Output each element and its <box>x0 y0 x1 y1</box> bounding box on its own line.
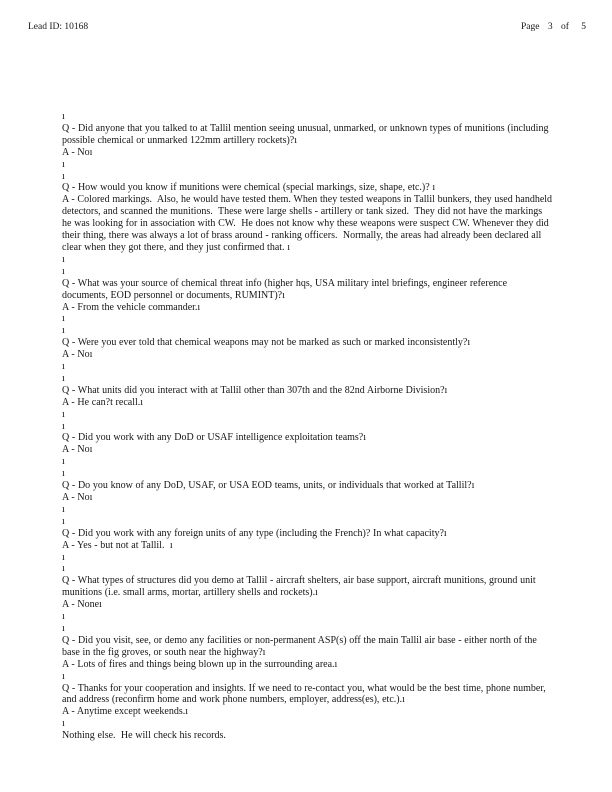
paragraph: ı <box>62 408 65 420</box>
paragraph: ı <box>62 551 65 563</box>
page-indicator <box>521 22 586 32</box>
paragraph: ı <box>62 170 65 182</box>
paragraph: Q - Do you know of any DoD, USAF, or USA EOD teams, units, or individuals that worked at Tallil?ı <box>62 480 475 492</box>
paragraph: ı <box>62 456 65 468</box>
page-current-number: 3 <box>547 22 553 32</box>
paragraph: A - Noı <box>62 444 93 456</box>
document-body <box>62 111 554 742</box>
paragraph: ı <box>62 503 65 515</box>
paragraph: ı <box>62 111 65 122</box>
paragraph: ı <box>62 468 65 480</box>
paragraph: Q - How would you know if munitions were chemical (special markings, size, shape, etc.)? ı <box>62 182 436 194</box>
paragraph: A - Colored markings. Also, he would have tested them. When they tested weapons in Tallil bunkers, they used handheld detectors, and scanned the munitions. These were large shells - artillery or tank sized. They did not have the markings he was looking for in association with CW. He does not know why these weapons were suspect CW. Whenever they did their thing, there was always a lot of brass around - ranking officers. Normally, the areas had already been declared all clear when they got there, and they just confirmed that. ı <box>62 194 555 253</box>
paragraph: A - Yes - but not at Tallil. ı <box>62 539 173 551</box>
paragraph: ı <box>62 622 65 634</box>
paragraph: ı <box>62 372 65 384</box>
paragraph: ı <box>62 563 65 575</box>
page-label: Page <box>520 22 540 32</box>
paragraph: Q - What was your source of chemical threat info (higher hqs, USA military intel briefings, engineer reference documents, EOD personnel or documents, RUMINT)?ı <box>62 277 510 301</box>
paragraph: ı <box>62 265 65 277</box>
paragraph: ı <box>62 515 65 527</box>
paragraph: Q - Did anyone that you talked to at Tallil mention seeing unusual, unmarked, or unknown types of munitions (including possible chemical or unmarked 122mm artillery rockets)?ı <box>62 122 552 146</box>
paragraph: ı <box>62 313 65 325</box>
paragraph: Q - Did you work with any foreign units of any type (including the French)? In what capacity?ı <box>62 527 447 539</box>
paragraph: A - Noneı <box>62 599 102 611</box>
paragraph: ı <box>62 361 65 373</box>
paragraph: A - Lots of fires and things being blown up in the surrounding area.ı <box>62 658 338 670</box>
paragraph: ı <box>62 253 65 265</box>
page-total-number: 5 <box>581 22 586 32</box>
paragraph: Q - Were you ever told that chemical weapons may not be marked as such or marked inconsistently?ı <box>62 337 471 349</box>
paragraph: Nothing else. He will check his records. <box>62 730 226 742</box>
paragraph: Q - Did you visit, see, or demo any facilities or non-permanent ASP(s) off the main Tallil air base - either north of the base in the fig groves, or south near the highway?ı <box>62 634 540 658</box>
paragraph: Q - Did you work with any DoD or USAF intelligence exploitation teams?ı <box>62 432 367 444</box>
paragraph: A - Noı <box>62 492 93 503</box>
paragraph: ı <box>62 420 65 432</box>
lead-id: Lead ID: 10168 <box>28 22 89 32</box>
paragraph: Q - What units did you interact with at Tallil other than 307th and the 82nd Airborne Division?ı <box>62 384 448 396</box>
paragraph: ı <box>62 718 65 730</box>
page-of-label: of <box>560 22 569 32</box>
page-header <box>28 22 586 32</box>
paragraph: ı <box>62 611 65 623</box>
paragraph: A - Noı <box>62 349 93 361</box>
paragraph: A - Noı <box>62 146 93 158</box>
paragraph: ı <box>62 670 65 682</box>
paragraph: A - From the vehicle commander.ı <box>62 301 201 313</box>
paragraph: Q - What types of structures did you demo at Tallil - aircraft shelters, air base support, aircraft munitions, ground unit munitions (i.e. small arms, mortar, artillery shells and rockets).ı <box>62 575 539 599</box>
paragraph: A - He can?t recall.ı <box>62 396 144 408</box>
paragraph: ı <box>62 325 65 337</box>
paragraph: A - Anytime except weekends.ı <box>62 706 189 718</box>
paragraph: Q - Thanks for your cooperation and insights. If we need to re-contact you, what would be the best time, phone number, and address (reconfirm home and work phone numbers, employer, address(es), etc.).ı <box>62 682 549 706</box>
paragraph: ı <box>62 158 65 170</box>
